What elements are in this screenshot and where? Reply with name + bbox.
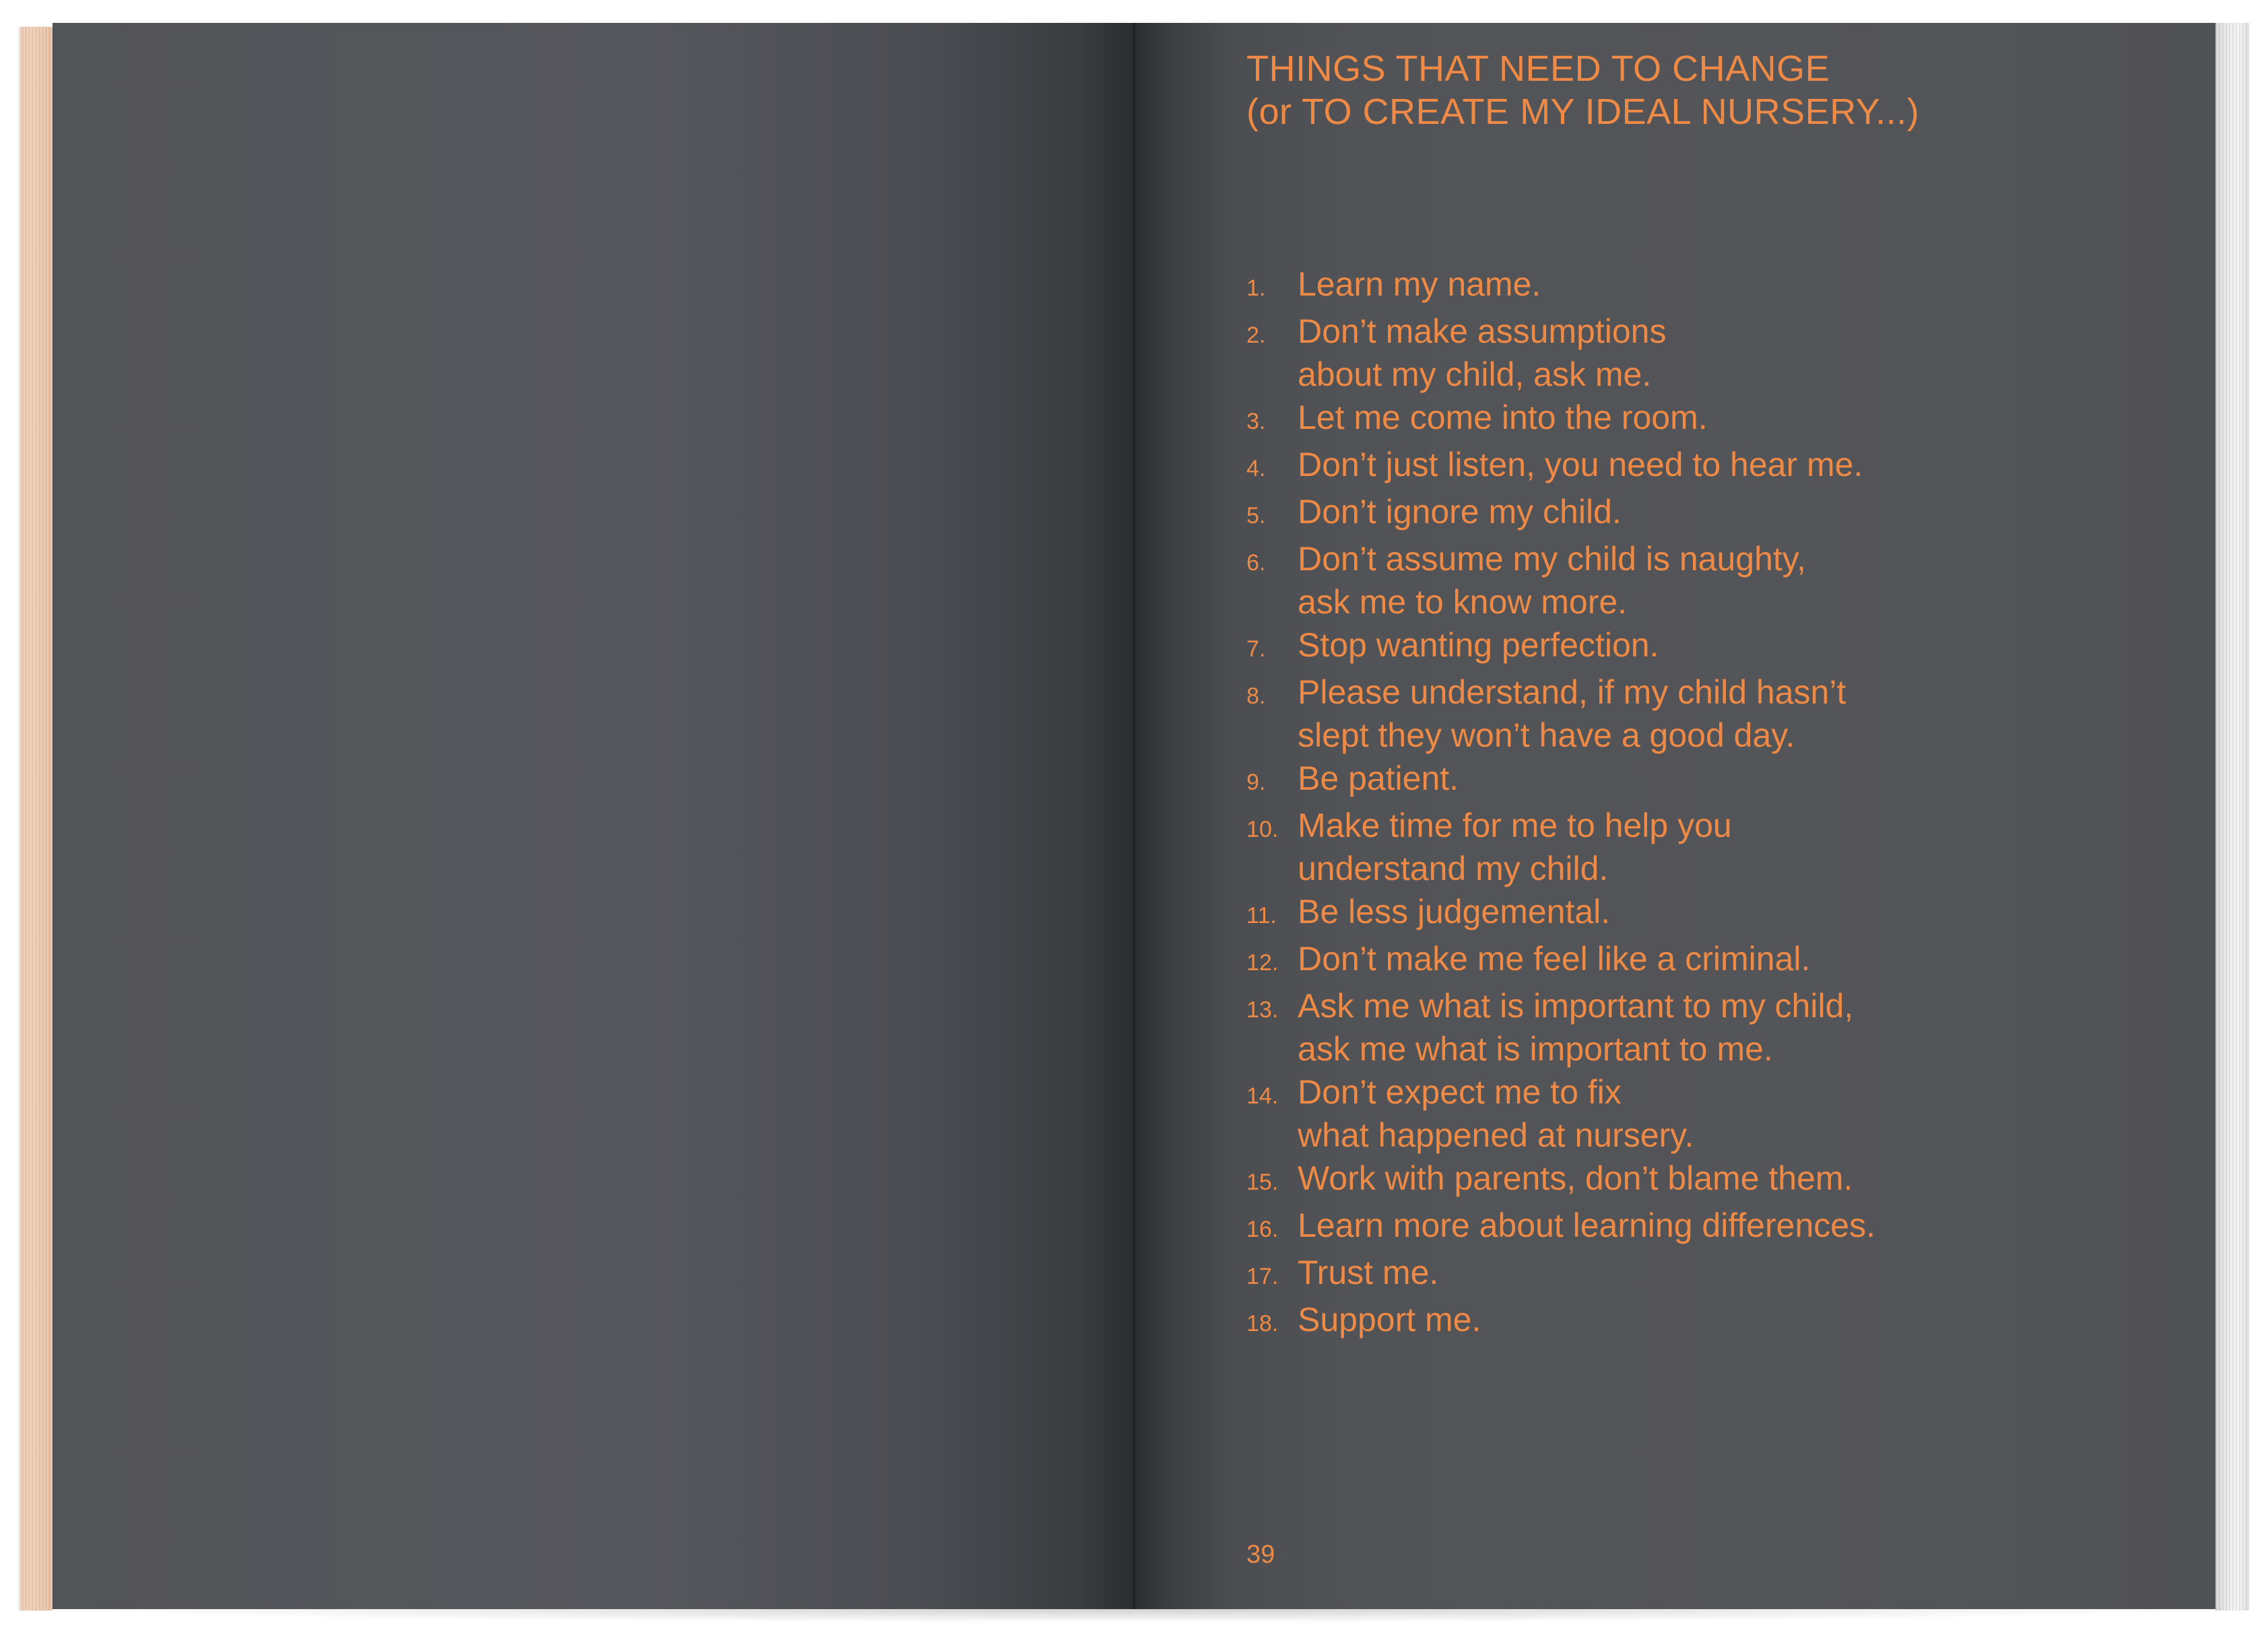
list-item [1246,984,1875,1070]
list-item [1246,671,1875,757]
page-heading [1246,47,1919,133]
item-text: Let me come into the room. [1298,399,1708,436]
page-edge-left [20,27,53,1610]
item-text: Be patient. [1298,759,1459,797]
item-number: 3. [1246,409,1266,434]
item-text: Don’t expect me to fix what happened at nursery. [1298,1073,1694,1154]
list-item [1246,804,1875,890]
page-number: 39 [1246,1540,1275,1569]
item-text: Don’t ignore my child. [1298,493,1622,531]
item-number: 11. [1246,903,1277,928]
list-item [1246,310,1875,396]
list-item [1246,263,1875,310]
list-item [1246,1298,1875,1345]
item-text: Learn my name. [1298,265,1541,303]
item-text: Learn more about learning differences. [1298,1206,1875,1244]
item-number: 10. [1246,817,1279,842]
list-item [1246,1070,1875,1157]
heading-line-2: (or TO CREATE MY IDEAL NURSERY...) [1246,92,1920,132]
item-text: Trust me. [1298,1254,1439,1291]
list-item [1246,757,1875,804]
item-number: 6. [1246,550,1266,576]
list-item [1246,537,1875,623]
left-page-blank [53,23,1134,1609]
item-number: 14. [1246,1083,1279,1109]
book-gutter [1133,23,1135,1609]
item-number: 12. [1246,950,1279,976]
item-number: 16. [1246,1217,1279,1242]
list-item [1246,1251,1875,1298]
list-item [1246,396,1875,443]
list-item [1246,1204,1875,1251]
item-number: 9. [1246,770,1266,795]
item-number: 7. [1246,636,1266,662]
item-number: 17. [1246,1264,1279,1289]
item-number: 4. [1246,456,1266,481]
list-item [1246,443,1875,490]
item-text: Support me. [1298,1301,1481,1338]
list-item [1246,937,1875,984]
heading-line-1: THINGS THAT NEED TO CHANGE [1246,48,1830,89]
list-item [1246,623,1875,671]
change-list [1246,263,1875,1345]
item-text: Don’t assume my child is naughty, ask me to know more. [1298,540,1806,621]
item-text: Be less judgemental. [1298,893,1611,930]
list-item [1246,1157,1875,1204]
list-item [1246,890,1875,937]
item-text: Ask me what is important to my child, ask me what is important to me. [1298,987,1854,1068]
item-number: 2. [1246,322,1266,348]
item-number: 1. [1246,275,1266,301]
item-text: Don’t make assumptions about my child, ask me. [1298,312,1667,393]
item-text: Don’t make me feel like a criminal. [1298,940,1811,978]
item-number: 13. [1246,997,1279,1023]
item-number: 8. [1246,683,1266,709]
item-number: 5. [1246,503,1266,529]
item-text: Please understand, if my child hasn’t slept they won’t have a good day. [1298,673,1846,754]
item-text: Don’t just listen, you need to hear me. [1298,446,1863,483]
item-text: Work with parents, don’t blame them. [1298,1159,1853,1197]
item-number: 15. [1246,1169,1279,1195]
list-item [1246,490,1875,537]
item-text: Make time for me to help you understand my child. [1298,807,1732,887]
item-number: 18. [1246,1311,1279,1336]
item-text: Stop wanting perfection. [1298,626,1659,664]
page-edge-right [2215,23,2249,1610]
